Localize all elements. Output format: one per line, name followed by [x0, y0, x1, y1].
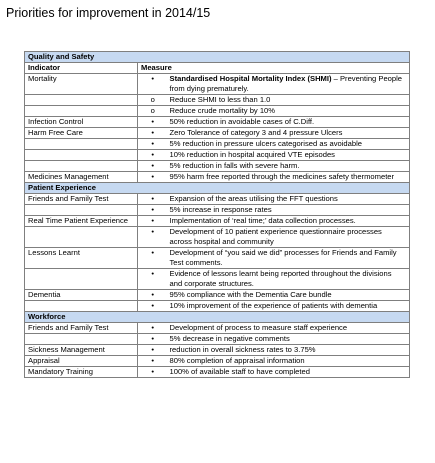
bullet-marker: • — [138, 172, 168, 183]
measure-text: 5% decrease in negative comments — [169, 334, 290, 343]
table-row — [25, 117, 410, 128]
indicator-cell — [25, 227, 138, 248]
table-header-row — [25, 63, 410, 74]
bullet-marker: • — [138, 367, 168, 378]
measure-bold-text: Standardised Hospital Mortality Index (SHMI) — [169, 74, 332, 83]
measure-cell — [168, 216, 410, 227]
bullet-marker: • — [138, 150, 168, 161]
measure-text: 5% reduction in pressure ulcers categorised as avoidable — [169, 139, 362, 148]
measure-text: Reduce SHMI to less than 1.0 — [169, 95, 271, 104]
table-row — [25, 345, 410, 356]
table-row — [25, 74, 410, 95]
bullet-marker: • — [138, 74, 168, 95]
indicator-cell — [25, 301, 138, 312]
measure-cell — [168, 356, 410, 367]
section-heading-row — [25, 312, 410, 323]
bullet-marker: • — [138, 161, 168, 172]
measure-text: Reduce crude mortality by 10% — [169, 106, 276, 115]
indicator-cell: Friends and Family Test — [25, 194, 138, 205]
bullet-marker: o — [138, 106, 168, 117]
indicator-cell: Sickness Management — [25, 345, 138, 356]
indicator-cell: Mortality — [25, 74, 138, 95]
measure-text: 5% reduction in falls with severe harm. — [169, 161, 300, 170]
indicator-cell — [25, 161, 138, 172]
measure-text: Development of “you said we did” processes for Friends and Family Test comments. — [169, 248, 397, 267]
table-row — [25, 301, 410, 312]
indicator-cell — [25, 269, 138, 290]
measure-text: Implementation of ‘real time;’ data collection processes. — [169, 216, 356, 225]
measure-cell — [168, 128, 410, 139]
indicator-cell: Real Time Patient Experience — [25, 216, 138, 227]
indicator-cell: Appraisal — [25, 356, 138, 367]
measure-text: 10% improvement of the experience of patients with dementia — [169, 301, 378, 310]
table-row — [25, 205, 410, 216]
section-heading: Quality and Safety — [25, 52, 410, 63]
bullet-marker: • — [138, 227, 168, 248]
indicator-cell: Infection Control — [25, 117, 138, 128]
measure-text: 95% compliance with the Dementia Care bundle — [169, 290, 332, 299]
section-heading-row — [25, 52, 410, 63]
measure-cell — [168, 301, 410, 312]
table-row — [25, 150, 410, 161]
measure-cell — [168, 74, 410, 95]
measure-text: Development of 10 patient experience questionnaire processes across hospital and community — [169, 227, 382, 246]
measure-text: 10% reduction in hospital acquired VTE episodes — [169, 150, 335, 159]
bullet-marker: • — [138, 334, 168, 345]
measure-cell — [168, 150, 410, 161]
table-row — [25, 194, 410, 205]
bullet-marker: • — [138, 248, 168, 269]
bullet-marker: • — [138, 194, 168, 205]
measure-cell — [168, 248, 410, 269]
table-row — [25, 290, 410, 301]
table-row — [25, 248, 410, 269]
indicator-cell — [25, 106, 138, 117]
indicator-cell: Harm Free Care — [25, 128, 138, 139]
measure-text: 95% harm free reported through the medicines safety thermometer — [169, 172, 395, 181]
bullet-marker: • — [138, 128, 168, 139]
section-heading: Workforce — [25, 312, 410, 323]
priorities-table — [24, 51, 410, 378]
measure-text: Zero Tolerance of category 3 and 4 pressure Ulcers — [169, 128, 343, 137]
section-heading-row — [25, 183, 410, 194]
table-row — [25, 161, 410, 172]
measure-cell — [168, 106, 410, 117]
measure-text: 100% of available staff to have completed — [169, 367, 310, 376]
bullet-marker: • — [138, 301, 168, 312]
table-row — [25, 367, 410, 378]
measure-cell — [168, 117, 410, 128]
bullet-marker: o — [138, 95, 168, 106]
measure-cell — [168, 323, 410, 334]
measure-cell — [168, 95, 410, 106]
section-heading: Patient Experience — [25, 183, 410, 194]
measure-cell — [168, 227, 410, 248]
indicator-header: Indicator — [25, 63, 138, 74]
indicator-cell — [25, 95, 138, 106]
indicator-cell — [25, 150, 138, 161]
table-row — [25, 323, 410, 334]
measure-text: reduction in overall sickness rates to 3.75% — [169, 345, 316, 354]
indicator-cell: Friends and Family Test — [25, 323, 138, 334]
table-row — [25, 128, 410, 139]
measure-text: Development of process to measure staff experience — [169, 323, 348, 332]
bullet-marker: • — [138, 290, 168, 301]
indicator-cell: Dementia — [25, 290, 138, 301]
measure-cell — [168, 172, 410, 183]
measure-header: Measure — [138, 63, 410, 74]
table-row — [25, 172, 410, 183]
measure-text: – Preventing People from dying prematurely. — [169, 74, 403, 93]
measure-cell — [168, 194, 410, 205]
bullet-marker: • — [138, 269, 168, 290]
measure-text: 80% completion of appraisal information — [169, 356, 305, 365]
table-row — [25, 227, 410, 248]
table-row — [25, 106, 410, 117]
measure-cell — [168, 345, 410, 356]
measure-cell — [168, 269, 410, 290]
table-row — [25, 269, 410, 290]
measure-cell — [168, 290, 410, 301]
bullet-marker: • — [138, 205, 168, 216]
measure-cell — [168, 161, 410, 172]
table-row — [25, 356, 410, 367]
table-row — [25, 216, 410, 227]
measure-text: Expansion of the areas utilising the FFT questions — [169, 194, 338, 203]
indicator-cell — [25, 205, 138, 216]
indicator-cell: Mandatory Training — [25, 367, 138, 378]
bullet-marker: • — [138, 117, 168, 128]
measure-cell — [168, 367, 410, 378]
indicator-cell: Lessons Learnt — [25, 248, 138, 269]
indicator-cell — [25, 139, 138, 150]
bullet-marker: • — [138, 356, 168, 367]
table-row — [25, 139, 410, 150]
bullet-marker: • — [138, 139, 168, 150]
measure-cell — [168, 334, 410, 345]
measure-cell — [168, 205, 410, 216]
bullet-marker: • — [138, 216, 168, 227]
indicator-cell: Medicines Management — [25, 172, 138, 183]
measure-text: 50% reduction in avoidable cases of C.Diff. — [169, 117, 315, 126]
table-row — [25, 334, 410, 345]
table-row — [25, 95, 410, 106]
measure-text: Evidence of lessons learnt being reported throughout the divisions and corporate structures. — [169, 269, 392, 288]
measure-cell — [168, 139, 410, 150]
measure-text: 5% increase in response rates — [169, 205, 272, 214]
page-title: Priorities for improvement in 2014/15 — [6, 6, 211, 20]
indicator-cell — [25, 334, 138, 345]
bullet-marker: • — [138, 323, 168, 334]
bullet-marker: • — [138, 345, 168, 356]
